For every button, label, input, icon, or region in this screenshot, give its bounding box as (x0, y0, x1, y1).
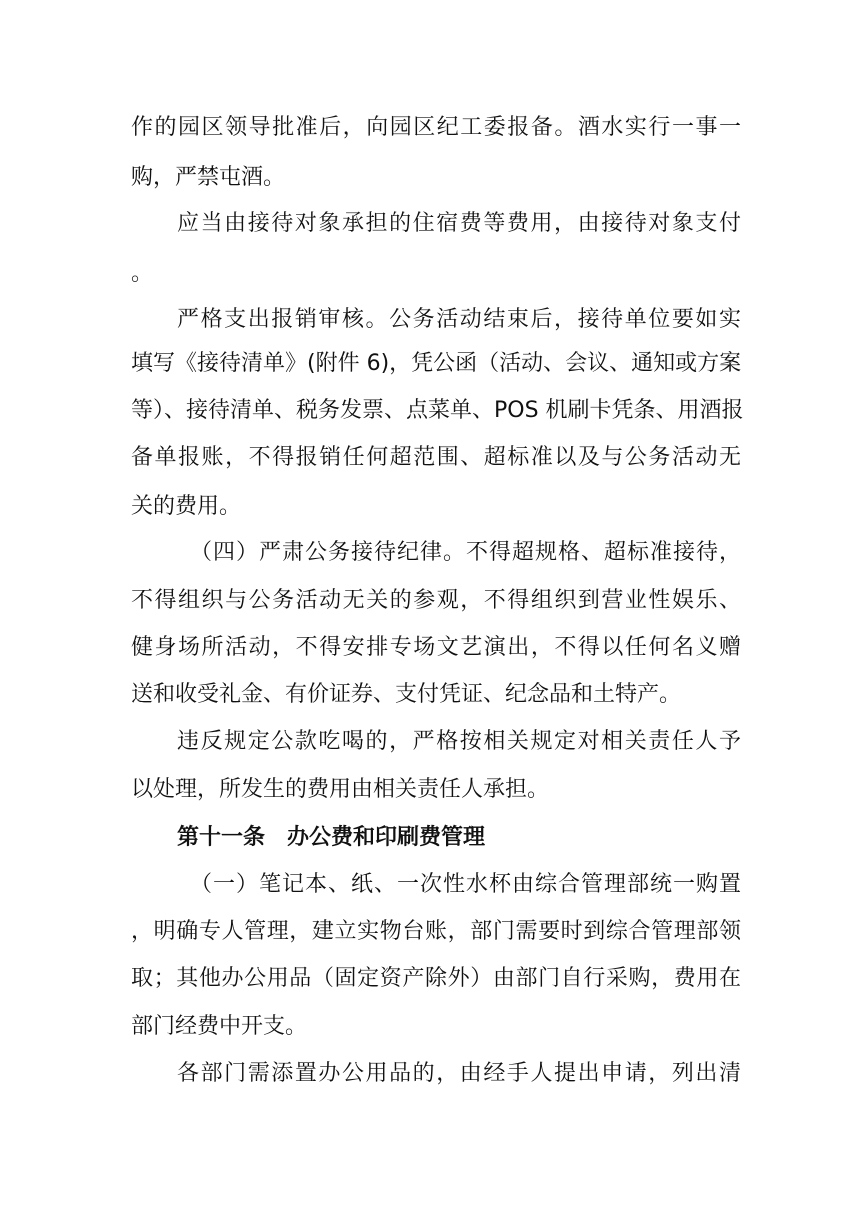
paragraph-line: 取；其他办公用品（固定资产除外）由部门自行采购，费用在 (131, 966, 741, 991)
paragraph-line: 送和收受礼金、有价证券、支付凭证、纪念品和土特产。 (131, 682, 682, 707)
paragraph-line: 关的费用。 (131, 494, 242, 519)
paragraph-line: 应当由接待对象承担的住宿费等费用，由接待对象支付 (177, 211, 741, 236)
paragraph-line: 违反规定公款吃喝的，严格按相关规定对相关责任人予 (177, 729, 741, 754)
paragraph-line: ，明确专人管理，建立实物台账，部门需要时到综合管理部领 (131, 919, 741, 944)
paragraph-line: 各部门需添置办公用品的，由经手人提出申请，列出清 (177, 1061, 741, 1086)
paragraph-line: 填写《接待清单》(附件 6)，凭公函（活动、会议、通知或方案 (131, 351, 742, 376)
paragraph-line: 以处理，所发生的费用由相关责任人承担。 (131, 777, 550, 802)
paragraph-line: 严格支出报销审核。公务活动结束后，接待单位要如实 (177, 307, 741, 332)
paragraph-line: （四）严肃公务接待纪律。不得超规格、超标准接待， (190, 540, 741, 565)
paragraph-line: 购，严禁屯酒。 (131, 165, 286, 190)
paragraph-line: （一）笔记本、纸、一次性水杯由综合管理部统一购置 (190, 872, 741, 897)
paragraph-line: 部门经费中开支。 (131, 1014, 308, 1039)
paragraph-line: 作的园区领导批准后，向园区纪工委报备。酒水实行一事一 (131, 115, 741, 140)
section-heading: 第十一条 办公费和印刷费管理 (177, 825, 486, 850)
paragraph-line: 。 (131, 261, 154, 286)
paragraph-line: 不得组织与公务活动无关的参观，不得组织到营业性娱乐、 (131, 588, 741, 613)
paragraph-line: 等）、接待清单、税务发票、点菜单、POS 机刷卡凭条、用酒报 (131, 398, 744, 423)
paragraph-line: 健身场所活动，不得安排专场文艺演出，不得以任何名义赠 (131, 635, 741, 660)
paragraph-line: 备单报账，不得报销任何超范围、超标准以及与公务活动无 (131, 445, 741, 470)
